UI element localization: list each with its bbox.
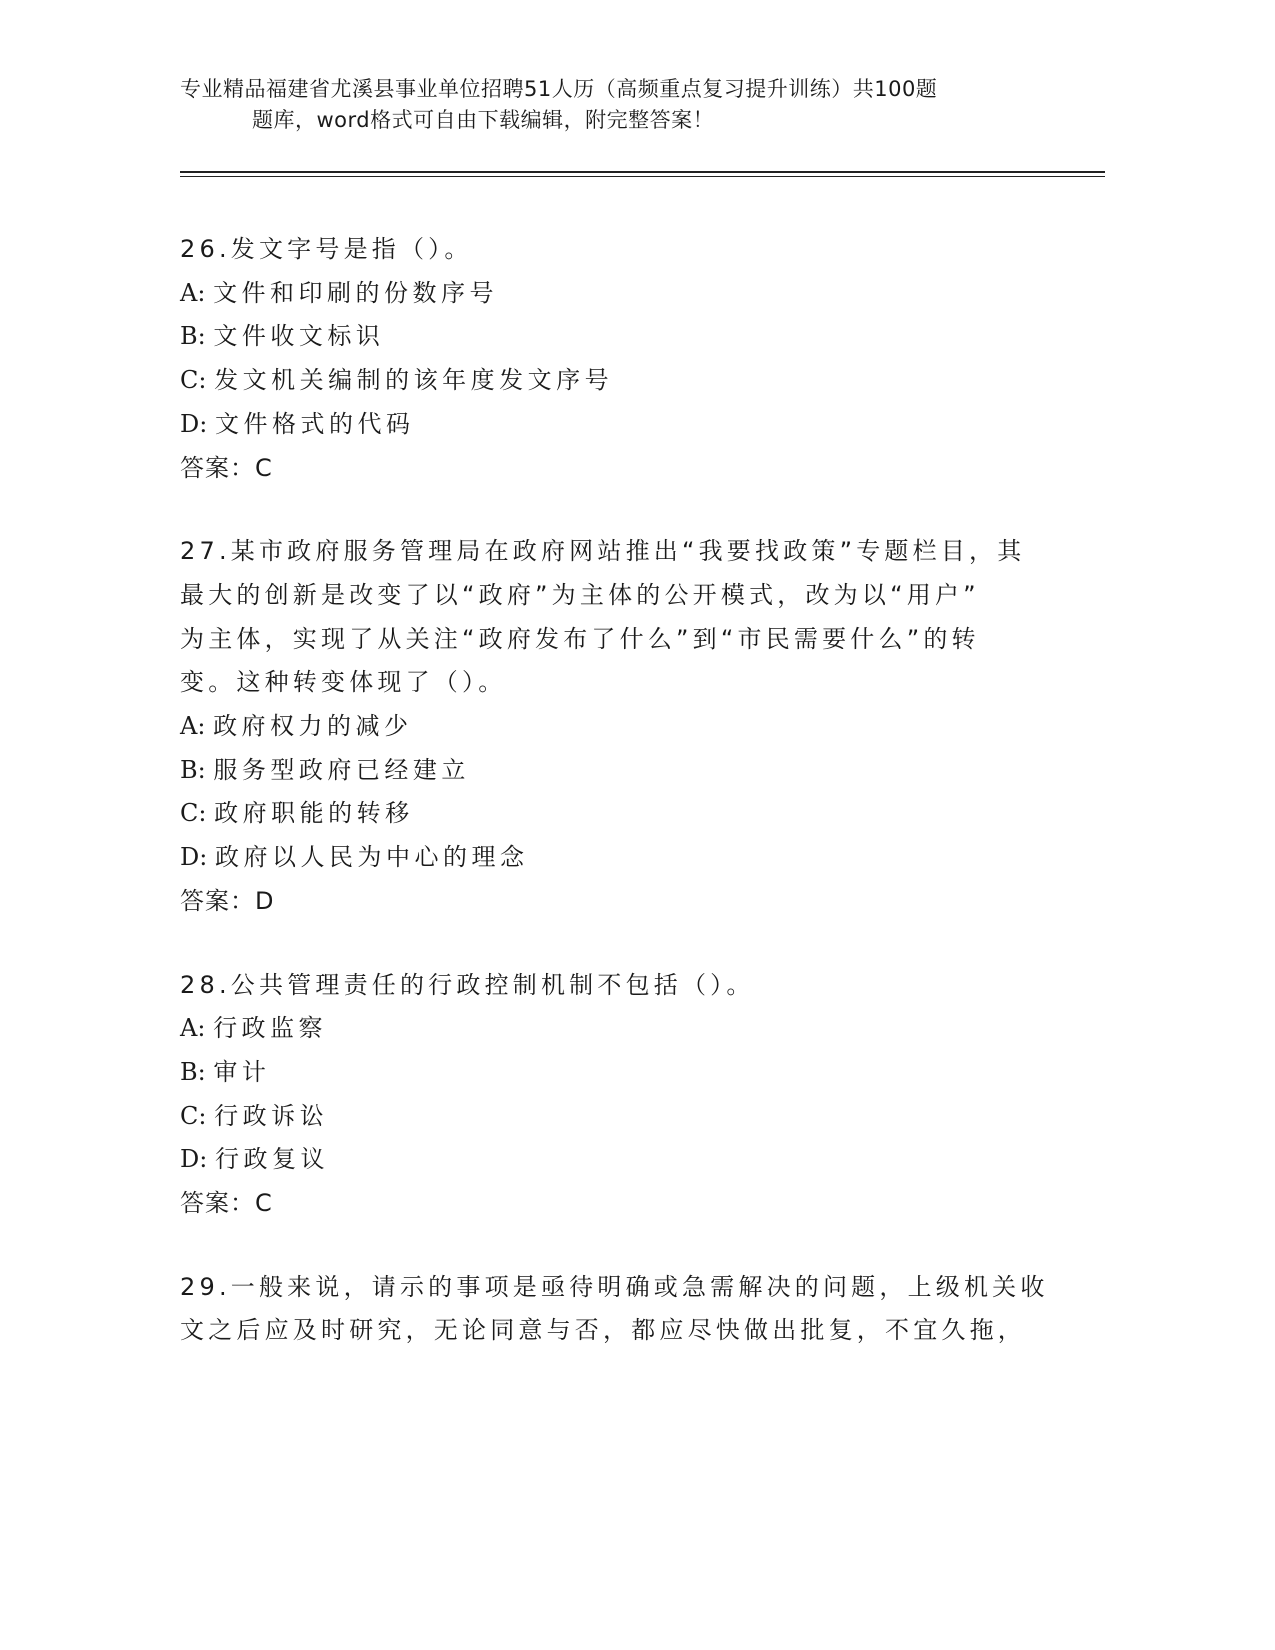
option-letter: A: [180, 712, 198, 741]
header-title-line1: 专业精品福建省尤溪县事业单位招聘51人历（高频重点复习提升训练）共100题: [180, 77, 938, 101]
question-stem: [180, 1266, 1049, 1353]
option-c: [180, 359, 1040, 403]
question-27: [180, 530, 1040, 923]
option-separator: :: [197, 712, 214, 741]
option-separator: :: [198, 366, 215, 395]
question-stem: [180, 530, 1040, 705]
option-separator: :: [199, 1145, 215, 1174]
question-stem: [180, 964, 1040, 1008]
option-separator: :: [197, 755, 214, 784]
option-text: 文件收文标识: [213, 322, 385, 351]
option-c: [180, 792, 1040, 836]
option-b: [180, 315, 1040, 359]
option-text: 政府权力的减少: [213, 712, 413, 741]
option-a: [180, 272, 1040, 316]
option-text: 发文机关编制的该年度发文序号: [214, 366, 614, 395]
option-a: [180, 1007, 1040, 1051]
option-separator: :: [198, 799, 215, 828]
option-c: [180, 1095, 1040, 1139]
option-separator: :: [197, 1014, 214, 1043]
option-b: [180, 1051, 1040, 1095]
page-header: [180, 74, 1060, 136]
option-letter: B: [180, 322, 198, 351]
option-letter: C: [180, 366, 199, 395]
option-a: [180, 705, 1040, 749]
stem-line: 26.发文字号是指（）。: [180, 235, 473, 263]
question-29: [180, 1266, 1049, 1353]
option-text: 行政监察: [213, 1014, 328, 1043]
question-list: [180, 228, 1049, 1393]
option-letter: B: [180, 1057, 198, 1086]
option-separator: :: [197, 322, 214, 351]
stem-line: 变。这种转变体现了（）。: [180, 668, 507, 697]
option-b: [180, 749, 1040, 793]
option-letter: D: [180, 1145, 200, 1174]
option-d: [180, 1138, 1040, 1182]
option-d: [180, 403, 1040, 447]
option-separator: :: [199, 843, 215, 872]
stem-line: 27.某市政府服务管理局在政府网站推出“我要找政策”专题栏目，其: [180, 537, 1026, 566]
option-d: [180, 836, 1040, 880]
option-letter: A: [180, 1014, 198, 1043]
option-separator: :: [198, 1101, 215, 1130]
option-text: 文件格式的代码: [214, 409, 415, 438]
stem-line: 最大的创新是改变了以“政府”为主体的公开模式，改为以“用户”: [180, 580, 980, 609]
question-28: [180, 964, 1040, 1226]
option-letter: D: [180, 409, 200, 438]
option-separator: :: [199, 409, 215, 438]
option-text: 服务型政府已经建立: [213, 755, 470, 784]
option-text: 文件和印刷的份数序号: [213, 278, 499, 307]
stem-line: 28.公共管理责任的行政控制机制不包括（）。: [180, 970, 755, 999]
header-title-line2: 题库，word格式可自由下载编辑，附完整答案！: [252, 108, 715, 132]
option-separator: :: [197, 1057, 214, 1086]
stem-line: 为主体，实现了从关注“政府发布了什么”到“市民需要什么”的转: [180, 624, 980, 653]
question-26: [180, 228, 1040, 490]
answer-key: 答案：C: [180, 453, 273, 482]
answer-key: 答案：D: [180, 886, 275, 915]
option-letter: B: [180, 755, 198, 784]
option-text: 政府以人民为中心的理念: [214, 843, 529, 872]
option-text: 政府职能的转移: [214, 799, 414, 828]
header-divider-thick: [180, 171, 1105, 173]
header-divider-thin: [180, 176, 1105, 177]
option-letter: C: [180, 1101, 199, 1130]
option-letter: C: [180, 799, 199, 828]
option-text: 审计: [213, 1057, 271, 1086]
question-stem: [180, 228, 1040, 272]
option-letter: A: [180, 278, 198, 307]
stem-line: 文之后应及时研究，无论同意与否，都应尽快做出批复，不宜久拖，: [180, 1316, 1026, 1345]
stem-line: 29.一般来说，请示的事项是亟待明确或急需解决的问题，上级机关收: [180, 1272, 1049, 1301]
option-separator: :: [197, 278, 214, 307]
option-text: 行政复议: [214, 1145, 329, 1174]
option-letter: D: [180, 843, 200, 872]
answer-key: 答案：C: [180, 1189, 273, 1218]
option-text: 行政诉讼: [214, 1101, 329, 1130]
